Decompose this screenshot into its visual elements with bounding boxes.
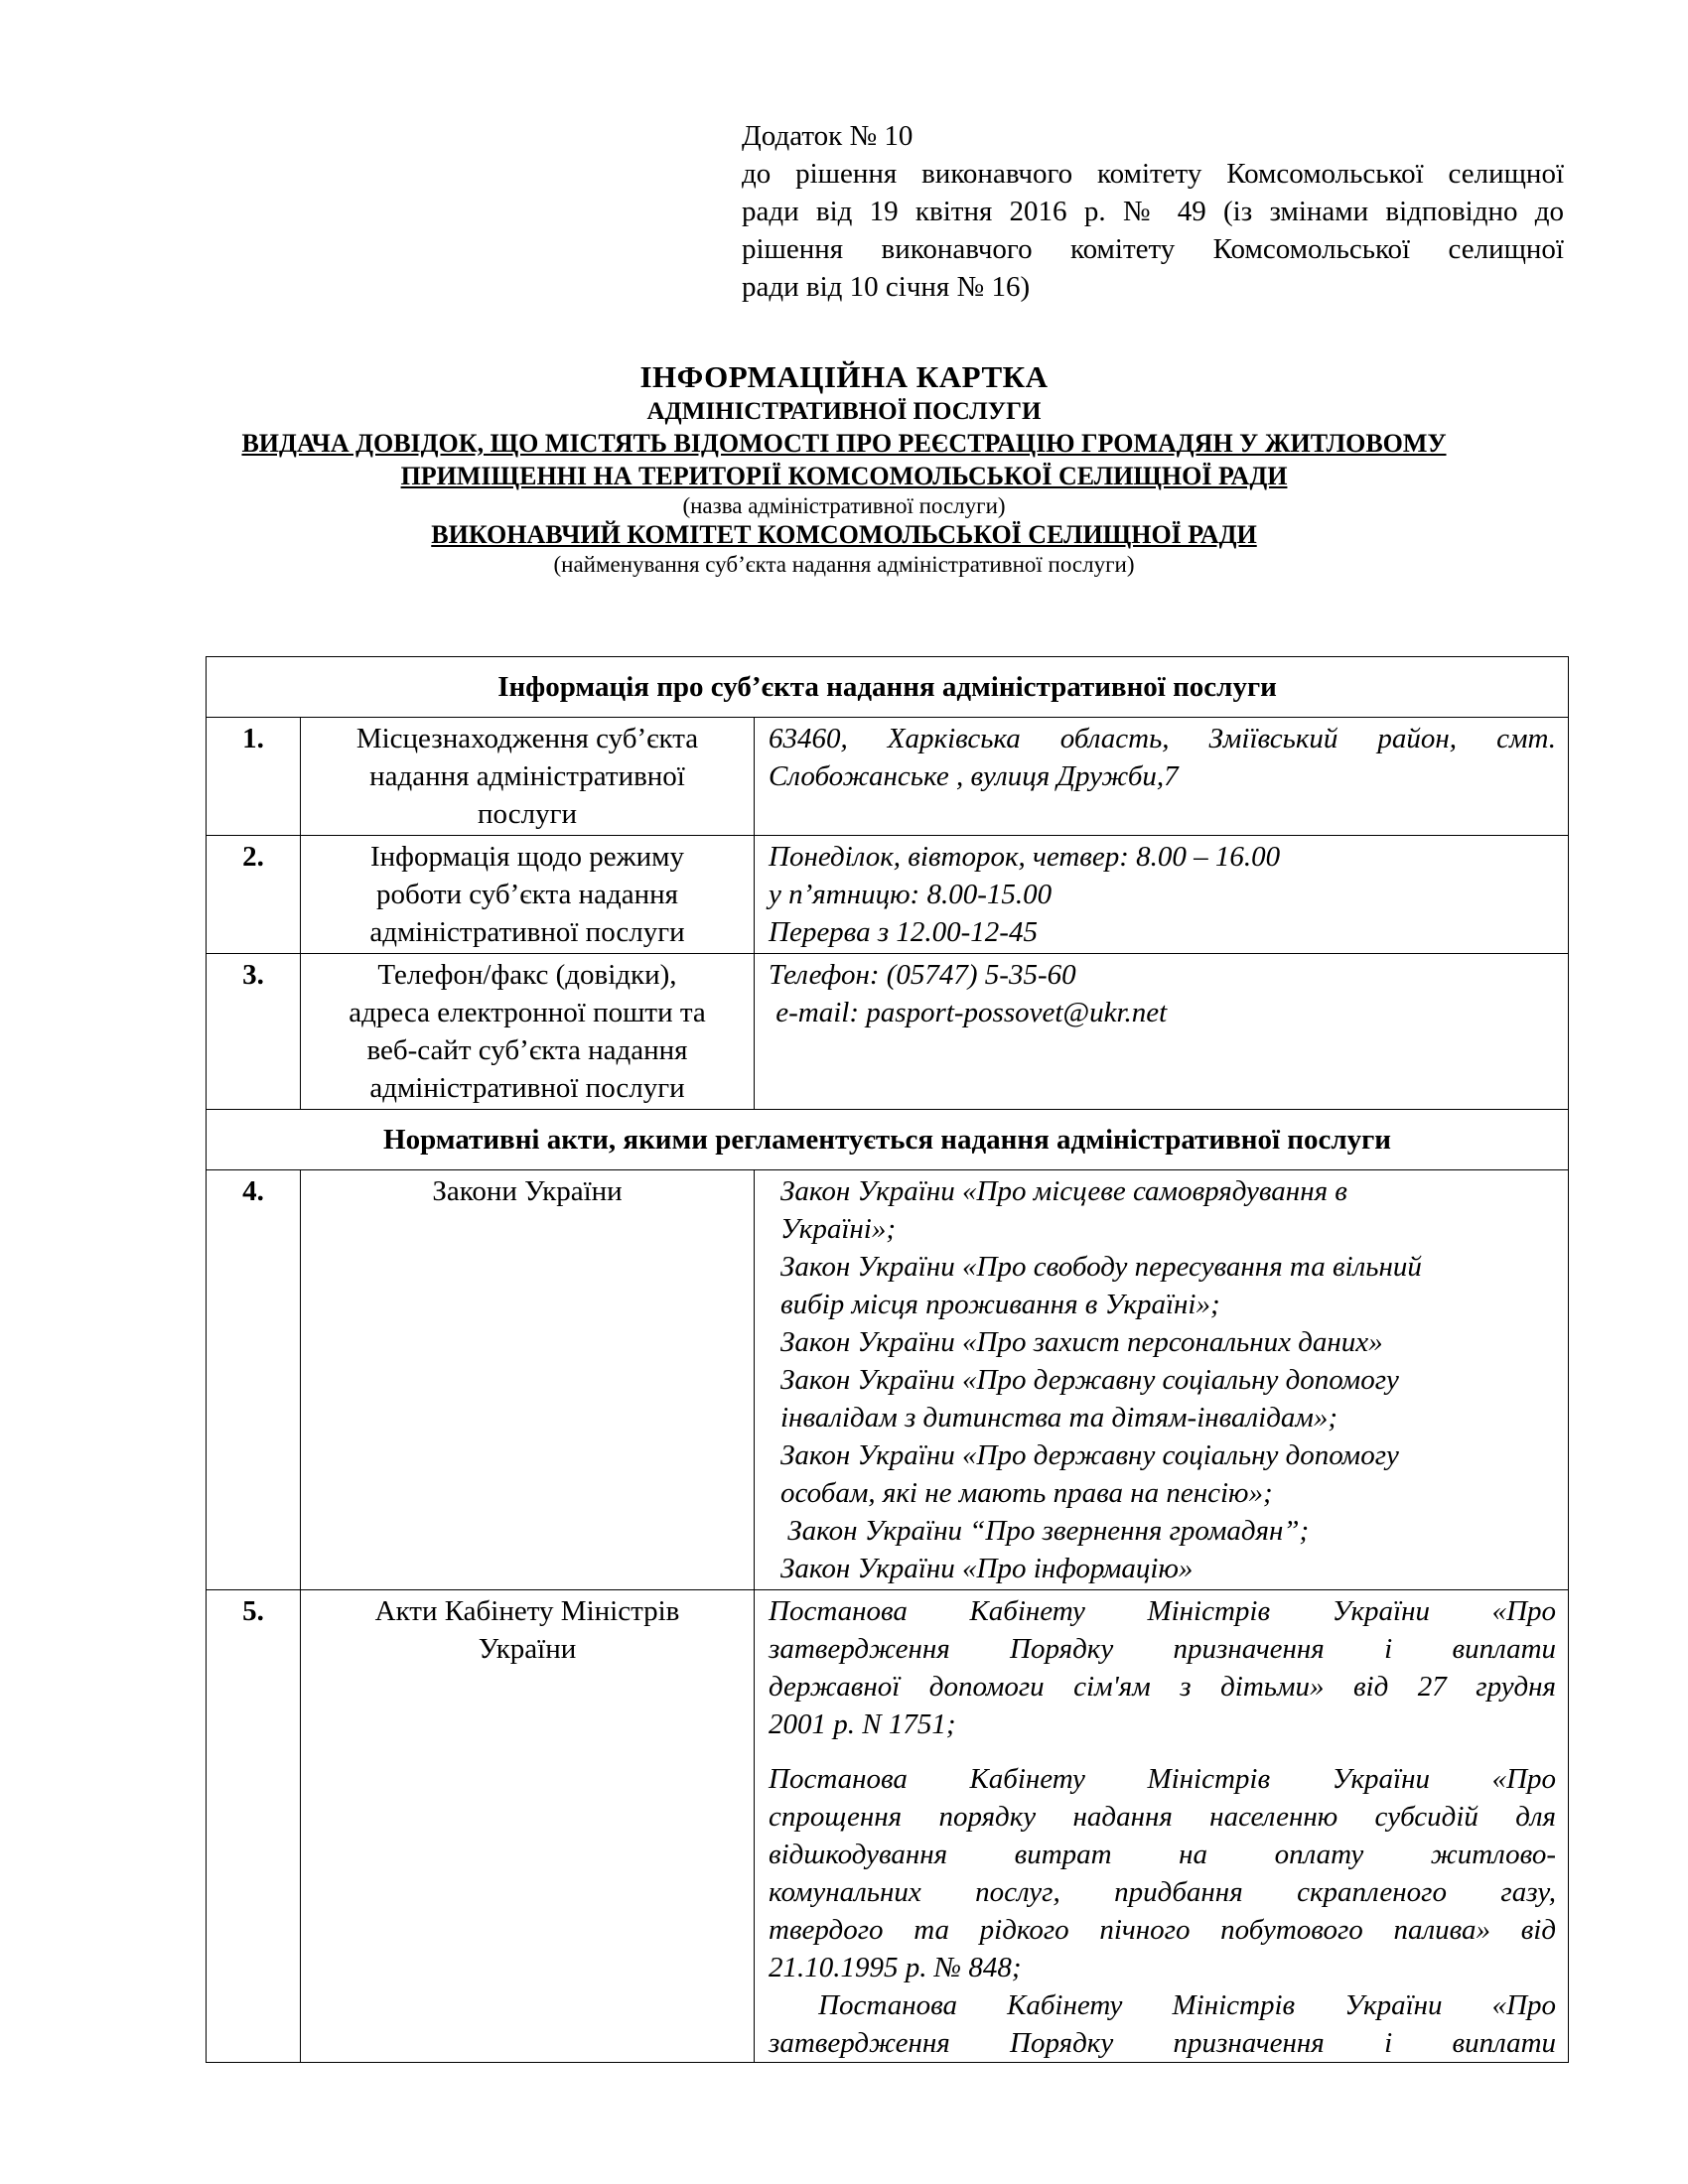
label-line: України <box>478 1633 577 1665</box>
service-name-line: ПРИМІЩЕННІ НА ТЕРИТОРІЇ КОМСОМОЛЬСЬКОЇ СЕЛИЩНОЇ РАДИ <box>400 462 1288 490</box>
label-line: Акти Кабінету Міністрів <box>374 1595 680 1627</box>
value-line: 63460, Харківська область, Зміївський район, смт. <box>769 723 1557 754</box>
value-line: 21.10.1995 р. № 848; <box>769 1952 1022 1983</box>
label-line: адміністративної послуги <box>369 916 685 948</box>
label-line: адреса електронної пошти та <box>349 997 706 1028</box>
value-paragraph <box>769 1760 1556 2062</box>
value-line: Постанова Кабінету Міністрів України «Про <box>769 1595 1557 1627</box>
subject-name-note: (найменування суб’єкта надання адміністративної послуги) <box>553 552 1135 577</box>
phone-value: Телефон: (05747) 5-35-60 <box>769 959 1076 991</box>
section-header: Нормативні акти, якими регламентується надання адміністративної послуги <box>207 1110 1569 1170</box>
row-value <box>755 1590 1569 2063</box>
value-line: інвалідам з дитинства та дітям-інвалідам»; <box>780 1402 1338 1433</box>
row-label <box>301 836 755 954</box>
label-line: послуги <box>478 798 577 830</box>
appendix-note <box>742 117 1564 306</box>
document-subtitle: АДМІНІСТРАТИВНОЇ ПОСЛУГИ <box>646 398 1042 425</box>
value-line: Закон України «Про державну соціальну допомогу <box>780 1364 1399 1396</box>
value-line: Постанова Кабінету Міністрів України «Про <box>769 1763 1557 1795</box>
appendix-line: Додаток № 10 <box>742 120 914 152</box>
section-header-row <box>207 1110 1569 1170</box>
table-row <box>207 954 1569 1110</box>
table-row <box>207 836 1569 954</box>
row-value <box>755 954 1569 1110</box>
document-title: ІНФОРМАЦІЙНА КАРТКА <box>639 359 1049 394</box>
value-line: 2001 р. N 1751; <box>769 1708 956 1740</box>
row-number: 4. <box>207 1170 301 1590</box>
label-line: роботи суб’єкта надання <box>375 879 679 910</box>
value-line: Постанова Кабінету Міністрів України «Про <box>769 1989 1557 2021</box>
value-line: Закон України «Про інформацію» <box>780 1553 1194 1584</box>
value-line: Закон України «Про державну соціальну допомогу <box>780 1439 1399 1471</box>
table-row <box>207 1170 1569 1590</box>
document-heading <box>199 357 1489 578</box>
value-line: державної допомоги сім'ям з дітьми» від 27 грудня <box>769 1671 1557 1703</box>
label-line: веб-сайт суб’єкта надання <box>366 1034 688 1066</box>
value-line: вибір місця проживання в Україні»; <box>780 1289 1220 1320</box>
row-number: 2. <box>207 836 301 954</box>
row-number: 5. <box>207 1590 301 2063</box>
value-line: Україні»; <box>780 1213 897 1245</box>
row-value <box>755 718 1569 836</box>
value-line: спрощення порядку надання населенню субсидій для <box>769 1801 1557 1833</box>
label-line: надання адміністративної <box>369 760 685 792</box>
value-line: Закон України «Про місцеве самоврядування в <box>780 1175 1347 1207</box>
value-line: особам, які не мають права на пенсію»; <box>780 1477 1273 1509</box>
service-name-line: ВИДАЧА ДОВІДОК, ЩО МІСТЯТЬ ВІДОМОСТІ ПРО РЕЄСТРАЦІЮ ГРОМАДЯН У ЖИТЛОВОМУ <box>241 429 1447 458</box>
label-line: Закони України <box>432 1175 623 1207</box>
label-line: Інформація щодо режиму <box>370 841 684 873</box>
value-line: Перерва з 12.00-12-45 <box>769 916 1038 948</box>
value-line: у п’ятницю: 8.00-15.00 <box>769 879 1053 910</box>
row-value <box>755 836 1569 954</box>
appendix-line: ради від 10 січня № 16) <box>742 271 1031 303</box>
label-line: Місцезнаходження суб’єкта <box>355 723 699 754</box>
row-label <box>301 1170 755 1590</box>
service-name-note: (назва адміністративної послуги) <box>682 493 1006 518</box>
value-line: Закон України «Про захист персональних даних» <box>780 1326 1383 1358</box>
row-value <box>755 1170 1569 1590</box>
section-header: Інформація про суб’єкта надання адміністративної послуги <box>207 657 1569 718</box>
table-row <box>207 718 1569 836</box>
table-row <box>207 1590 1569 2063</box>
value-line: затвердження Порядку призначення і виплати <box>769 2027 1557 2059</box>
value-line: відшкодування витрат на оплату житлово- <box>769 1839 1557 1870</box>
row-number: 3. <box>207 954 301 1110</box>
row-number: 1. <box>207 718 301 836</box>
value-line: Понеділок, вівторок, четвер: 8.00 – 16.00 <box>769 841 1281 873</box>
row-label <box>301 1590 755 2063</box>
label-line: Телефон/факс (довідки), <box>377 959 677 991</box>
value-line: твердого та рідкого пічного побутового палива» від <box>769 1914 1557 1946</box>
value-paragraph <box>769 1592 1556 1743</box>
value-line: комунальних послуг, придбання скрапленого газу, <box>769 1876 1557 1908</box>
section-header-row <box>207 657 1569 718</box>
value-line: Закон України «Про свободу пересування та вільний <box>780 1251 1422 1283</box>
subject-name: ВИКОНАВЧИЙ КОМІТЕТ КОМСОМОЛЬСЬКОЇ СЕЛИЩНОЇ РАДИ <box>431 520 1257 549</box>
info-card-table <box>206 656 1569 2063</box>
row-label <box>301 718 755 836</box>
label-line: адміністративної послуги <box>369 1072 685 1104</box>
appendix-line: рішення виконавчого комітету Комсомольської селищної <box>742 233 1564 265</box>
value-line: затвердження Порядку призначення і виплати <box>769 1633 1557 1665</box>
appendix-line: до рішення виконавчого комітету Комсомольської селищної <box>742 158 1564 190</box>
row-label <box>301 954 755 1110</box>
email-value: e-mail: pasport-possovet@ukr.net <box>769 997 1168 1028</box>
value-line: Слобожанське , вулиця Дружби,7 <box>769 760 1179 792</box>
appendix-line: ради від 19 квітня 2016 р. № 49 (із змінами відповідно до <box>742 196 1564 227</box>
value-line: Закон України “Про звернення громадян”; <box>780 1515 1310 1547</box>
